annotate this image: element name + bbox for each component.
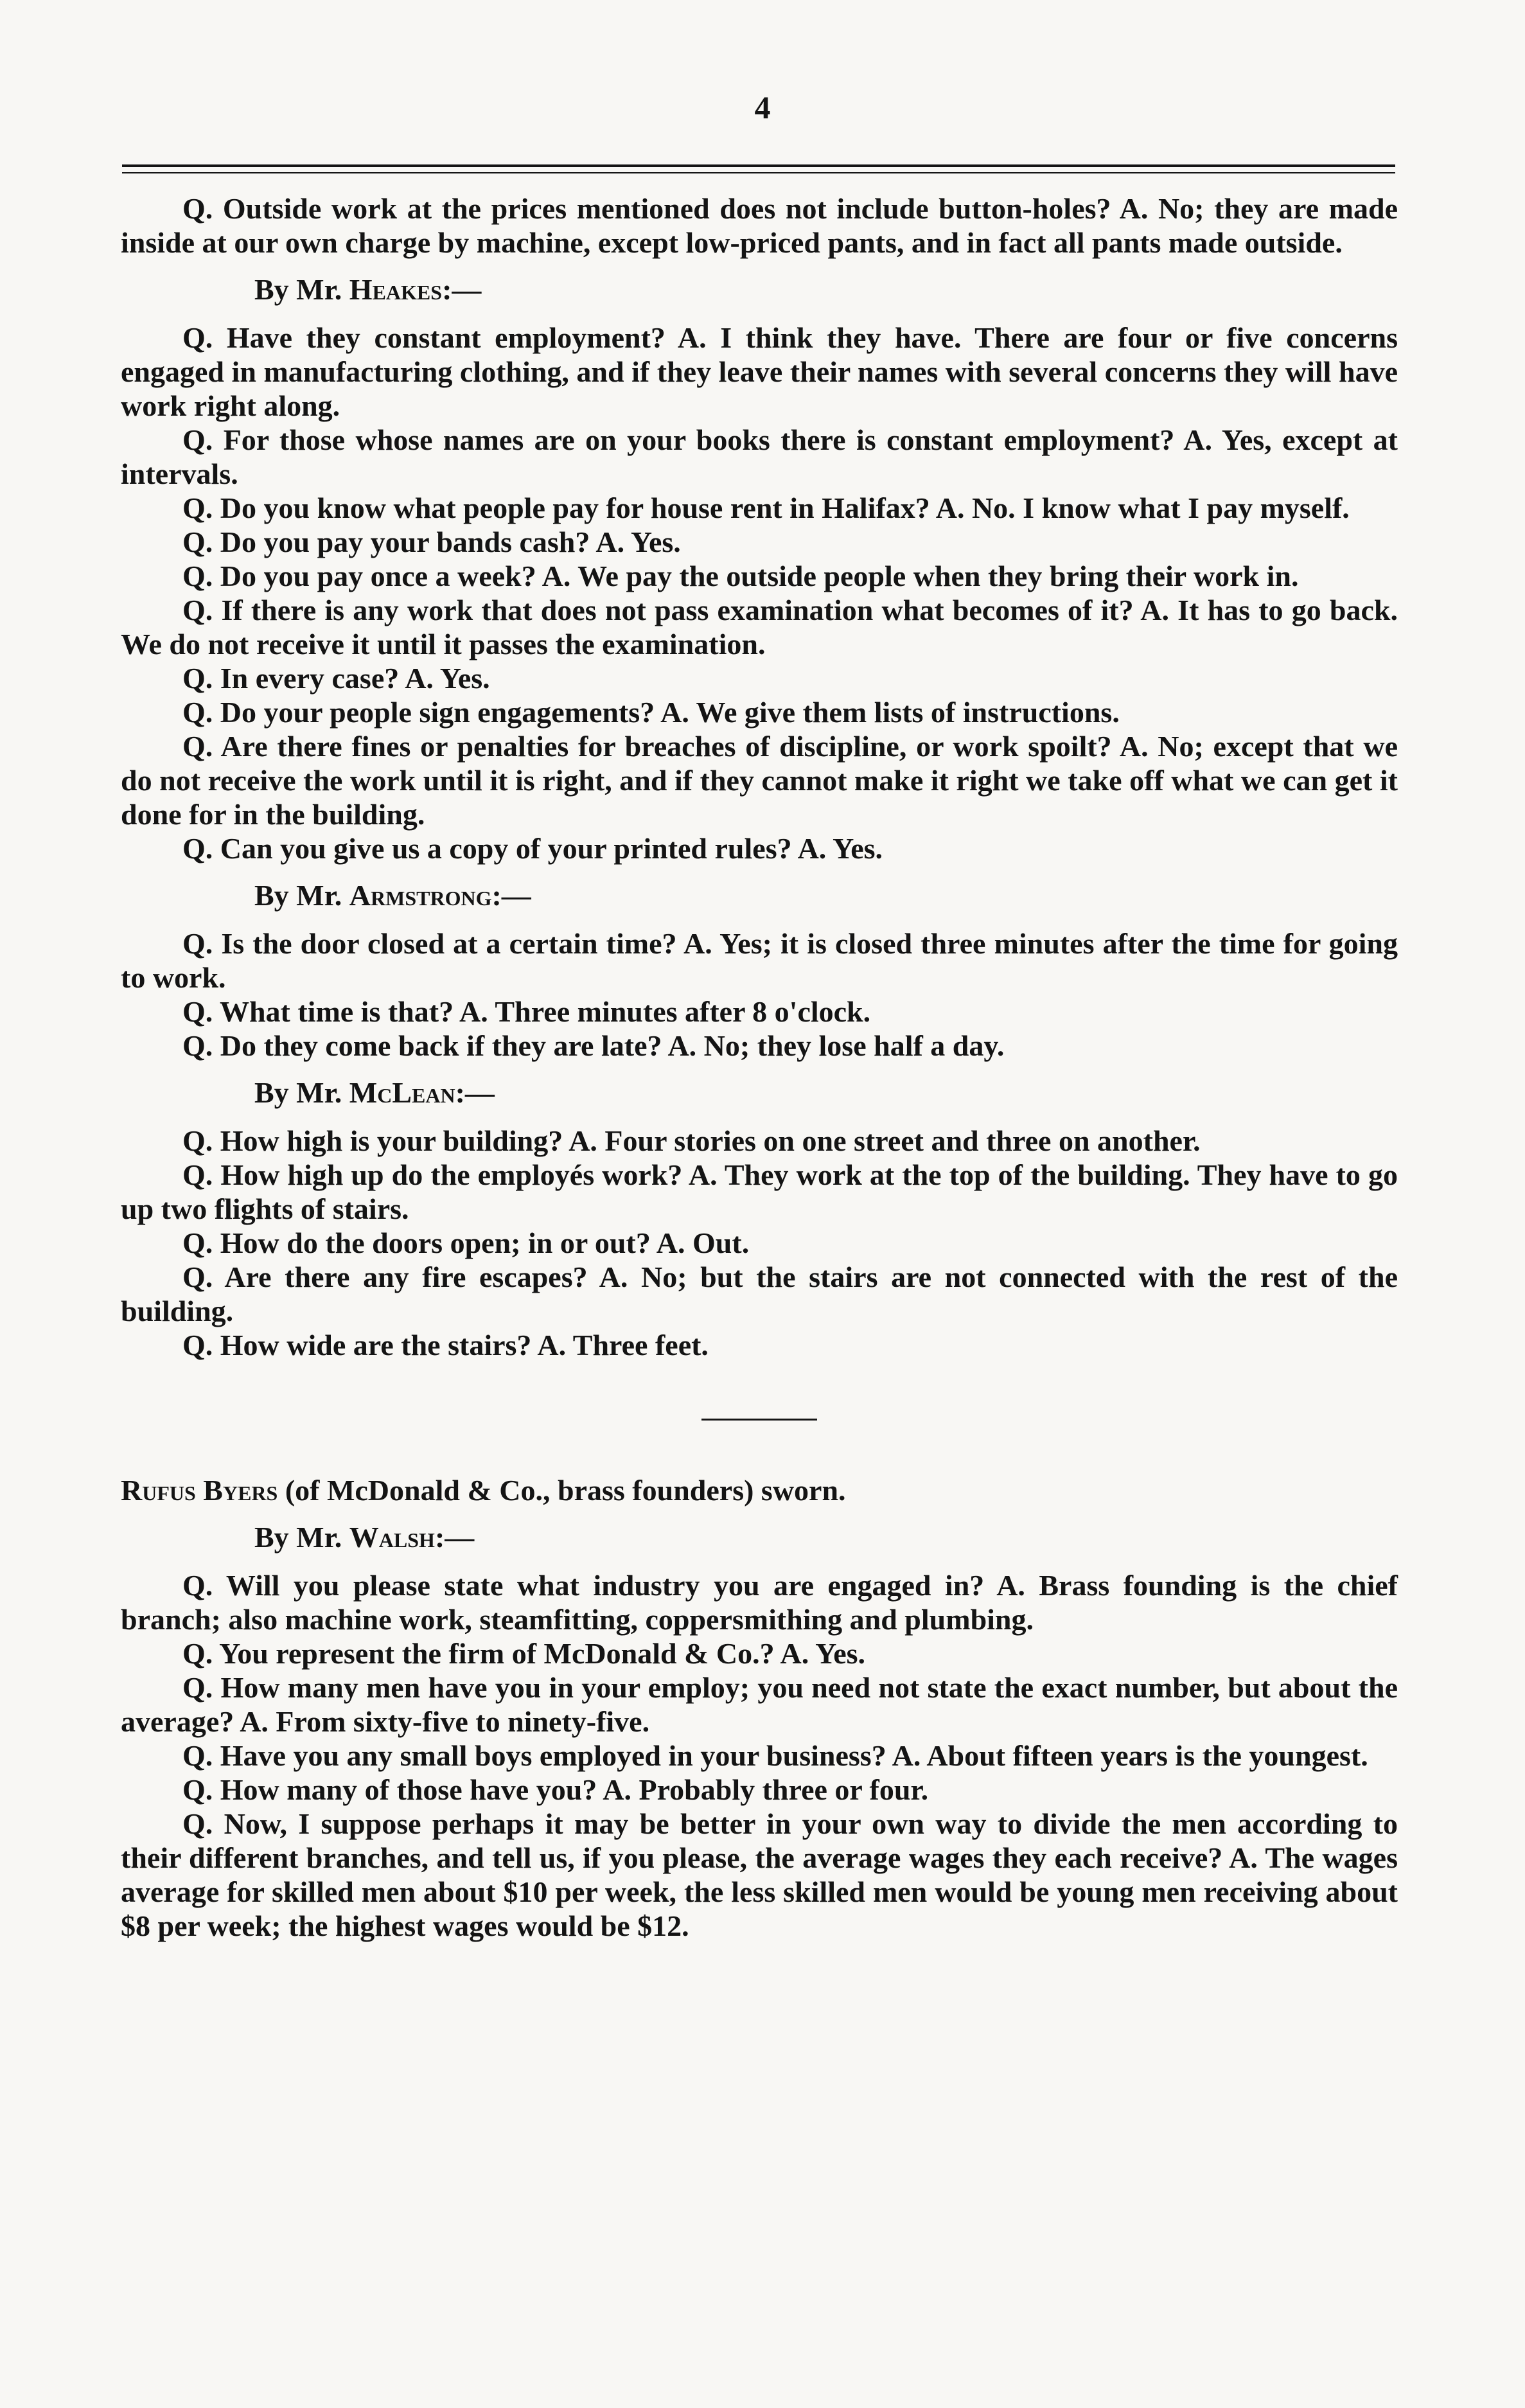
byline-prefix: By Mr. — [254, 1521, 349, 1554]
byline-walsh — [121, 1520, 1398, 1554]
qa-paragraph: Q. Is the door closed at a certain time? A. Yes; it is closed three minutes after the time for going to work. — [121, 927, 1398, 994]
byline-suffix: :— — [434, 1521, 475, 1554]
page-body — [121, 191, 1398, 1943]
qa-paragraph: Q. Are there fines or penalties for breaches of discipline, or work spoilt? A. No; except that we do not receive the work until it is right, and if they cannot make it right we take off what we can get it done for in the building. — [121, 730, 1398, 831]
byline-prefix: By Mr. — [254, 273, 349, 306]
qa-paragraph: Q. How high up do the employés work? A. They work at the top of the building. They have to go up two flights of stairs. — [121, 1158, 1398, 1225]
byline-suffix: :— — [455, 1076, 495, 1109]
qa-paragraph: Q. For those whose names are on your books there is constant employment? A. Yes, except at intervals. — [121, 423, 1398, 490]
qa-paragraph: Q. Will you please state what industry you are engaged in? A. Brass founding is the chief branch; also machine work, steamfitting, coppersmithing and plumbing. — [121, 1569, 1398, 1636]
qa-paragraph: Q. Are there any fire escapes? A. No; but the stairs are not connected with the rest of the building. — [121, 1261, 1398, 1327]
byline-mclean — [121, 1076, 1398, 1110]
byline-prefix: By Mr. — [254, 879, 349, 912]
qa-paragraph: Q. Outside work at the prices mentioned does not include button-holes? A. No; they are made inside at our own charge by machine, except low-priced pants, and in fact all pants made outside. — [121, 192, 1398, 259]
witness-heading — [121, 1473, 1398, 1507]
examiner-name: Armstrong — [349, 879, 492, 912]
qa-paragraph: Q. You represent the firm of McDonald & Co.? A. Yes. — [182, 1637, 866, 1670]
examiner-name: McLean — [349, 1076, 455, 1109]
section-5 — [121, 1568, 1398, 1943]
qa-paragraph: Q. How high is your building? A. Four stories on one street and three on another. — [182, 1124, 1201, 1157]
section-2 — [121, 321, 1398, 865]
byline-heakes — [121, 272, 1398, 306]
qa-paragraph: Q. If there is any work that does not pass examination what becomes of it? A. It has to go back. We do not receive it until it passes the examination. — [121, 594, 1398, 660]
section-4 — [121, 1124, 1398, 1362]
page-number: 4 — [754, 89, 771, 125]
qa-paragraph: Q. Do you pay once a week? A. We pay the outside people when they bring their work in. — [182, 560, 1299, 592]
qa-paragraph: Q. Do you pay your bands cash? A. Yes. — [182, 526, 681, 558]
header-rule — [122, 164, 1395, 167]
qa-paragraph: Q. Do they come back if they are late? A. No; they lose half a day. — [182, 1029, 1005, 1062]
header-rule-thin — [122, 172, 1395, 173]
section-1 — [121, 191, 1398, 260]
qa-paragraph: Q. In every case? A. Yes. — [182, 662, 490, 695]
witness-name: Rufus Byers — [121, 1474, 278, 1507]
byline-suffix: :— — [442, 273, 482, 306]
qa-paragraph: Q. Have you any small boys employed in your business? A. About fifteen years is the youngest. — [182, 1739, 1368, 1772]
byline-prefix: By Mr. — [254, 1076, 349, 1109]
witness-details: (of McDonald & Co., brass founders) sworn. — [278, 1474, 846, 1507]
qa-paragraph: Q. How wide are the stairs? A. Three feet. — [182, 1329, 709, 1361]
qa-paragraph: Q. How many of those have you? A. Probably three or four. — [182, 1773, 929, 1806]
byline-suffix: :— — [491, 879, 531, 912]
section-3 — [121, 926, 1398, 1063]
byline-armstrong — [121, 878, 1398, 912]
qa-paragraph: Q. How many men have you in your employ; you need not state the exact number, but about the average? A. From sixty-five to ninety-five. — [121, 1671, 1398, 1738]
qa-paragraph: Q. Do your people sign engagements? A. We give them lists of instructions. — [182, 696, 1120, 729]
qa-paragraph: Q. Do you know what people pay for house rent in Halifax? A. No. I know what I pay myself. — [182, 491, 1350, 524]
examiner-name: Walsh — [349, 1521, 435, 1554]
section-divider — [701, 1419, 817, 1421]
qa-paragraph: Q. Have they constant employment? A. I think they have. There are four or five concerns engaged in manufacturing clothing, and if they leave their names with several concerns they will have work right along. — [121, 321, 1398, 422]
qa-paragraph: Q. What time is that? A. Three minutes after 8 o'clock. — [182, 995, 871, 1028]
qa-paragraph: Q. Now, I suppose perhaps it may be better in your own way to divide the men according to their different branches, and tell us, if you please, the average wages they each receive? A. The wages average for skilled men about $10 per week, the less skilled men would be young men receiving about $8 per week; the highest wages would be $12. — [121, 1807, 1398, 1942]
qa-paragraph: Q. Can you give us a copy of your printed rules? A. Yes. — [182, 832, 883, 865]
examiner-name: Heakes — [349, 273, 443, 306]
qa-paragraph: Q. How do the doors open; in or out? A. Out. — [182, 1226, 750, 1259]
